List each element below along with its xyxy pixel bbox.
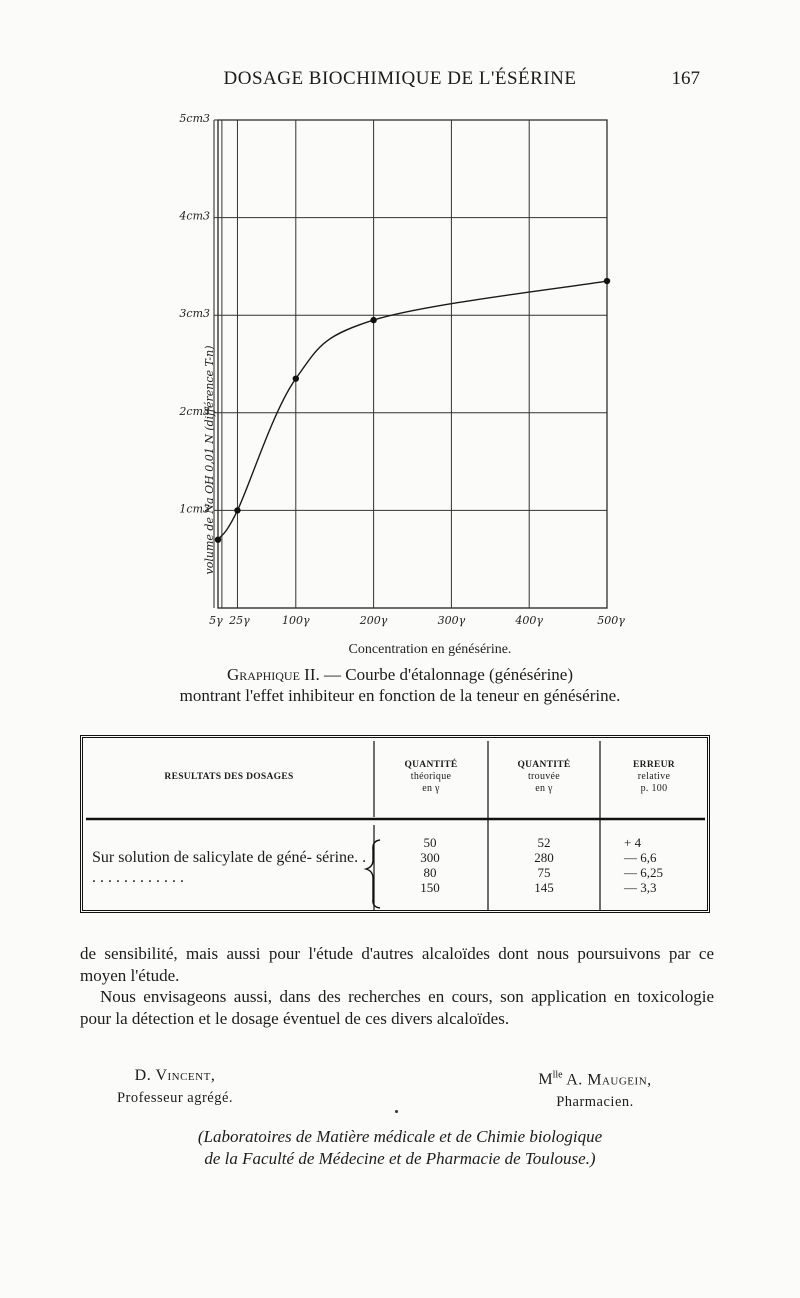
col-header-trouvee: QUANTITÉ trouvée en γ [517, 760, 571, 794]
data-point [293, 375, 299, 381]
x-tick-label: 500γ [597, 614, 625, 627]
trouvee-values: 52 280 75 145 [534, 835, 554, 895]
data-point [234, 507, 240, 513]
y-axis-title: volume de Na OH 0,01 N (différence T-n) [203, 345, 216, 575]
x-tick-label: 200γ [359, 614, 388, 627]
caption-text-line2: montrant l'effet inhibiteur en fonction de la teneur en génésérine. [179, 686, 621, 705]
caption-text-line1: — Courbe d'étalonnage (génésérine) [319, 665, 574, 684]
results-table [80, 735, 714, 917]
x-tick-label: 5γ [209, 614, 223, 627]
page-number: 167 [671, 68, 700, 89]
x-tick-label: 400γ [515, 614, 543, 627]
author-name-maugein: A. Maugein, [562, 1071, 652, 1089]
chart-grid [214, 120, 607, 608]
author-name-vincent: D. Vincent, [134, 1067, 216, 1084]
affiliation [0, 1126, 800, 1170]
x-tick-label: 25γ [229, 614, 250, 627]
y-tick-label: 4cm3 [179, 209, 210, 223]
x-tick-labels [209, 614, 625, 627]
calibration-curve [218, 281, 607, 540]
y-tick-label: 2cm3 [179, 404, 210, 418]
data-point [370, 317, 376, 323]
plot-frame [218, 120, 607, 608]
chart-curve-layer [215, 278, 610, 543]
body-text [80, 943, 714, 1029]
x-axis-title: Concentration en génésérine. [348, 642, 512, 657]
paragraph-1: de sensibilité, mais aussi pour l'étude d'autres alcaloïdes dont nous poursuivons par ce moyen l'étude. [80, 944, 714, 985]
affiliation-line2: de la Faculté de Médecine et de Pharmacie de Toulouse.) [204, 1149, 596, 1168]
x-tick-label: 100γ [282, 614, 310, 627]
separator-dot [395, 1110, 398, 1113]
affiliation-line1: (Laboratoires de Matière médicale et de Chimie biologique [197, 1127, 603, 1146]
col-header-results: RESULTATS DES DOSAGES [164, 772, 294, 782]
data-point [604, 278, 610, 284]
col-header-erreur: ERREUR relative p. 100 [633, 760, 675, 794]
theorique-values: 50 300 80 150 [420, 835, 440, 895]
figure-caption [0, 664, 800, 706]
col-header-theorique: QUANTITÉ théorique en γ [404, 760, 458, 794]
signatures [0, 1065, 800, 1115]
x-tick-label: 300γ [437, 614, 466, 627]
author-title-vincent: Professeur agrégé. [116, 1090, 234, 1106]
paragraph-2: Nous envisageons aussi, dans des recherches en cours, son application en toxicologie pour la détection et le dosage éventuel de ces divers alcaloïdes. [80, 987, 714, 1028]
author-title-maugein: Pharmacien. [556, 1094, 634, 1111]
table-row-label: Sur solution de salicylate de géné- sérine. . . . . . . . . . . . . . [92, 849, 367, 886]
y-tick-label: 1cm3 [179, 502, 210, 516]
signature-left [90, 1065, 260, 1109]
signature-right [500, 1065, 690, 1113]
running-title: DOSAGE BIOCHIMIQUE DE L'ÉSÉRINE [223, 68, 577, 89]
author-prefix: $M^{lle}$ [538, 1070, 563, 1089]
erreur-values: + 4 — 6,6 — 6,25 — 3,3 [624, 835, 663, 895]
caption-label: Graphique II. [226, 665, 320, 684]
y-tick-label: 5cm3 [179, 112, 210, 125]
y-tick-label: 3cm3 [179, 307, 210, 321]
